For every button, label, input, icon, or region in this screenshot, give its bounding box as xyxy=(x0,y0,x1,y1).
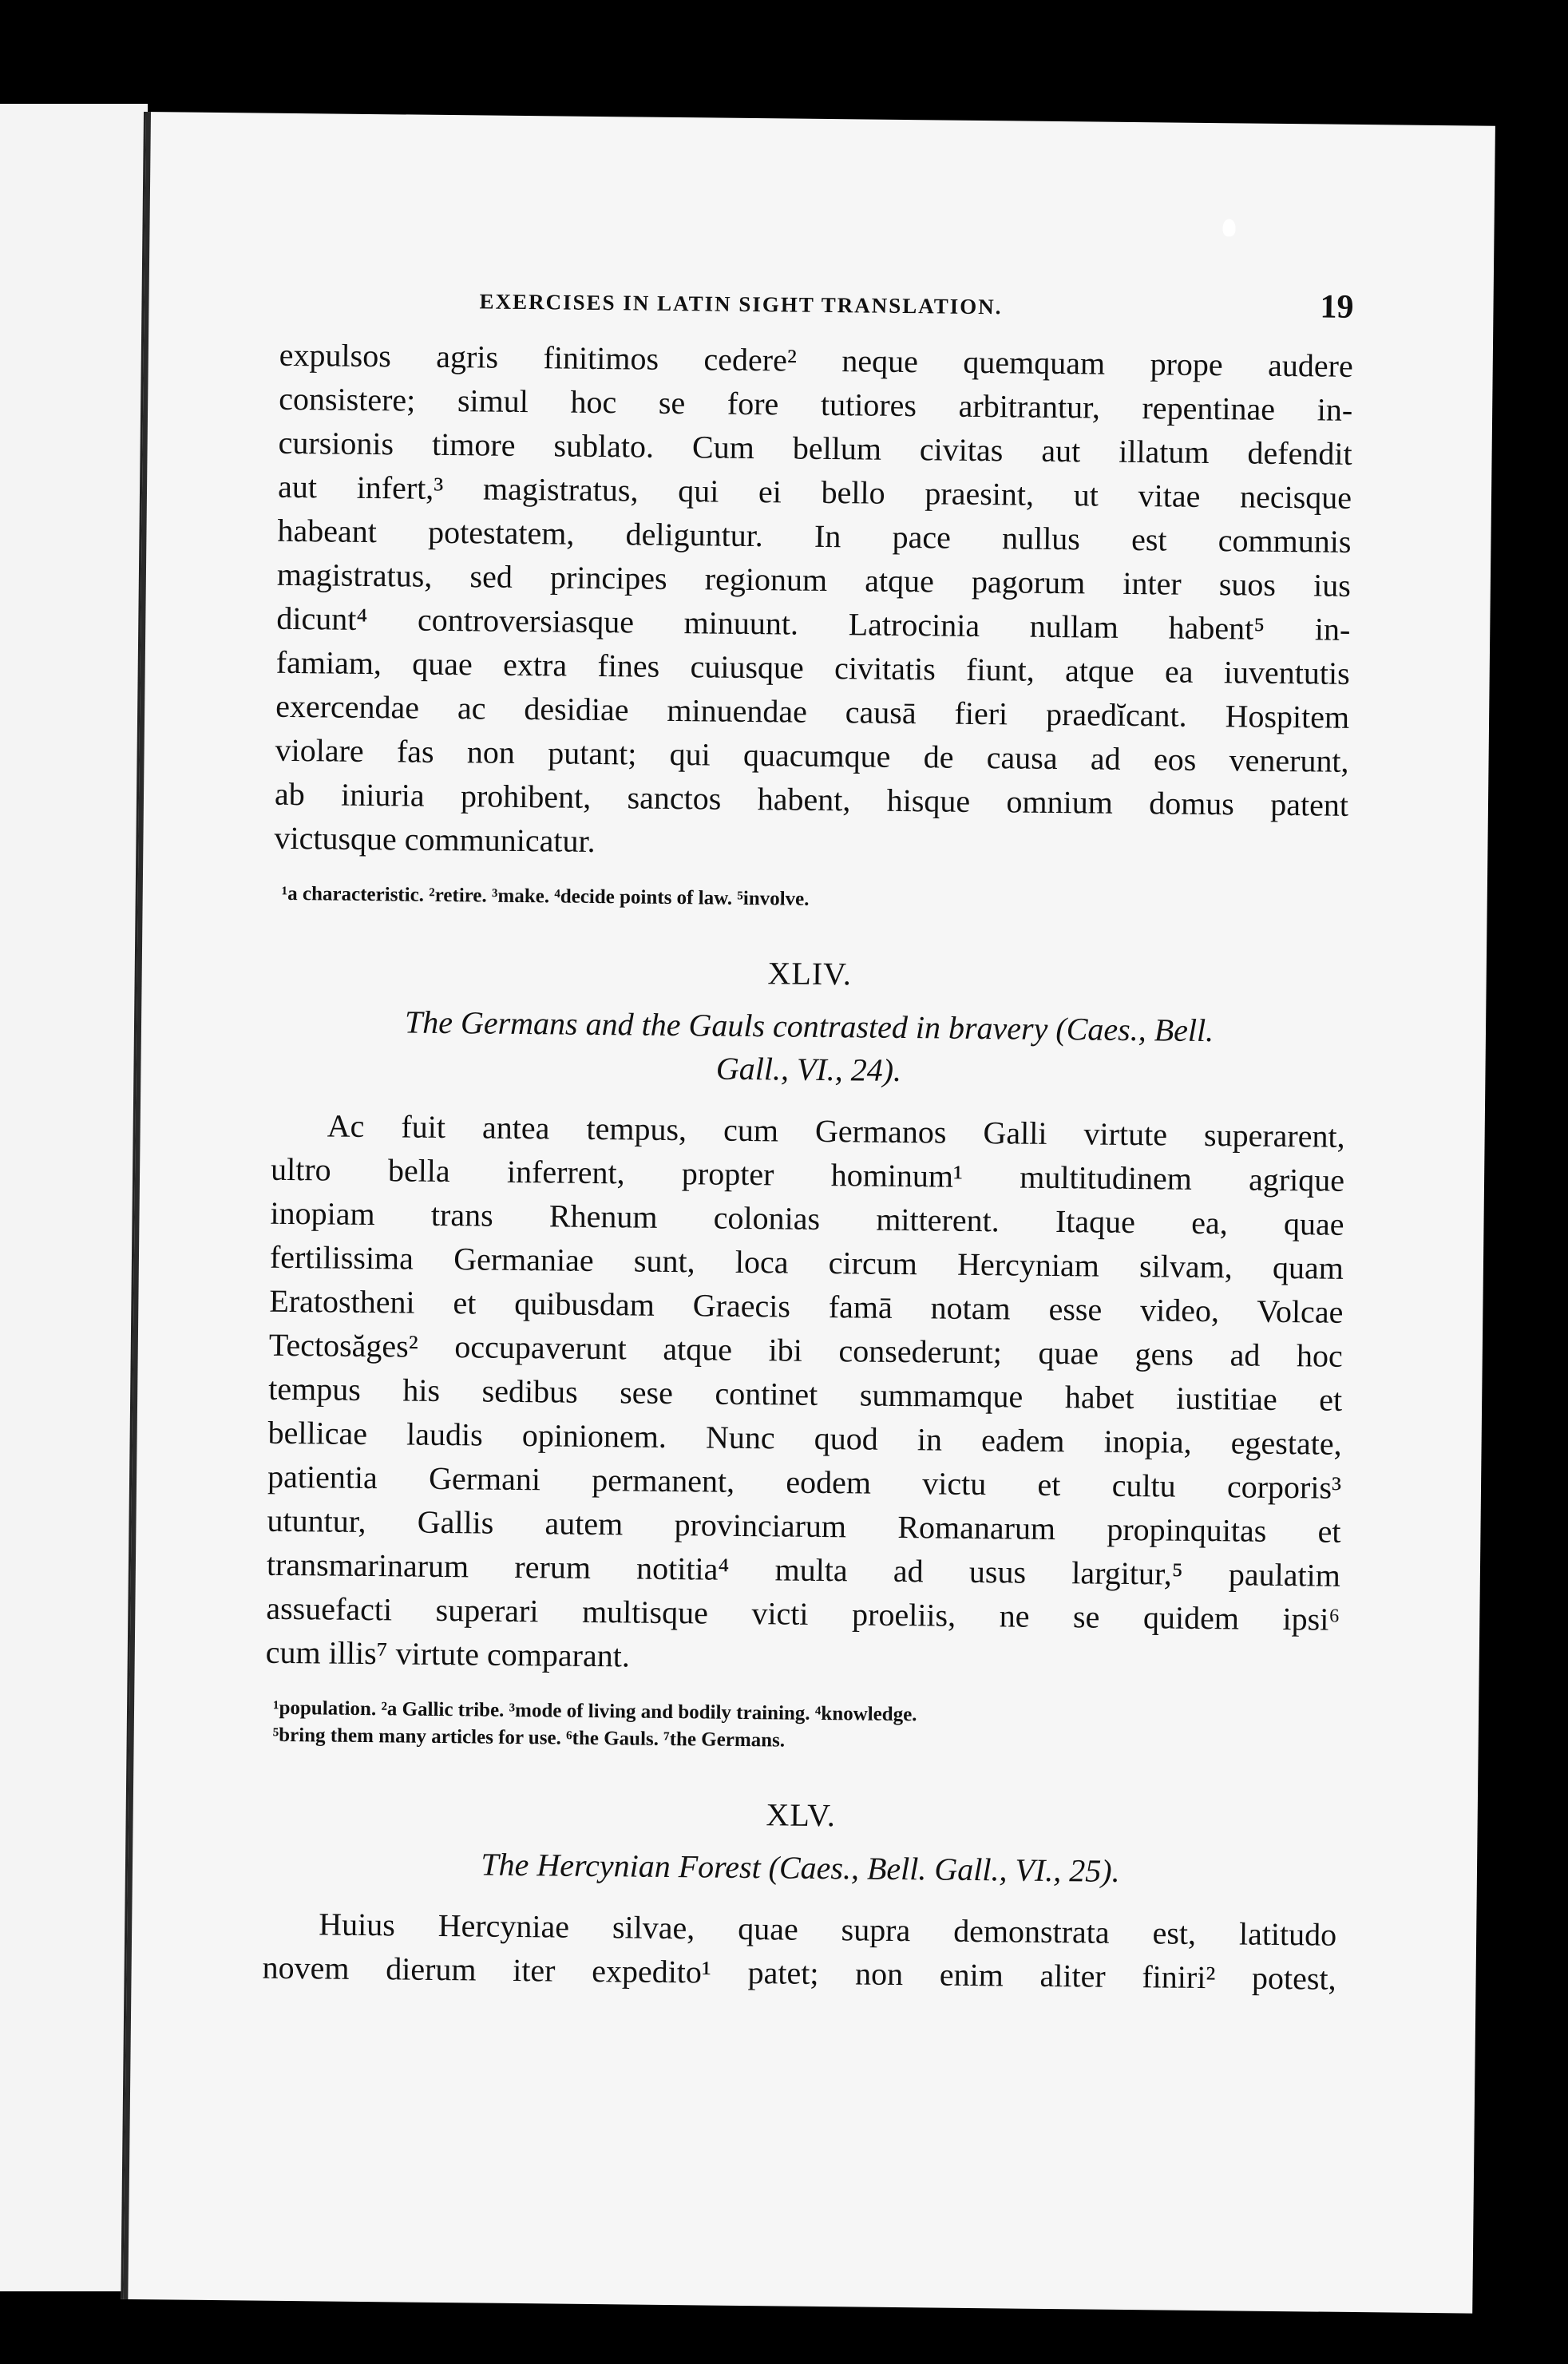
section-title-44 xyxy=(271,1000,1346,1097)
section-number-45: XLV. xyxy=(766,1796,837,1834)
text-line: cursionis timore sublato. Cum bellum civitas aut illatum defendit xyxy=(278,424,1352,472)
passage-continued xyxy=(274,333,1353,871)
text-line: ab iniuria prohibent, sanctos habent, hisque omnium domus patent xyxy=(274,775,1349,823)
text-line: transmarinarum rerum notitia⁴ multa ad usus largitur,⁵ paulatim xyxy=(266,1546,1341,1594)
text-line: Ac fuit antea tempus, cum Germanos Galli virtute superarent, xyxy=(327,1107,1345,1154)
footnotes-44 xyxy=(273,1695,1340,1760)
text-line: assuefacti superari multisque victi proeliis, ne se quidem ipsi⁶ xyxy=(266,1590,1340,1637)
text-line: magistratus, sed principes regionum atque pagorum inter suos ius xyxy=(276,556,1352,604)
text-line: tempus his sedibus sese continet summamque habet iustitiae et xyxy=(268,1370,1343,1418)
text-line: expulsos agris finitimos cedere² neque quemquam prope audere xyxy=(279,336,1353,384)
text-line: violare fas non putant; qui quacumque de causa ad eos venerunt, xyxy=(275,731,1349,779)
running-header xyxy=(479,279,1353,326)
text-line: ultro bella inferrent, propter hominum¹ multitudinem agrique xyxy=(270,1150,1345,1198)
text-line: victusque communicatur. xyxy=(274,819,596,859)
section-title-45: The Hercynian Forest (Caes., Bell. Gall., VI., 25). xyxy=(481,1846,1120,1889)
text-line: patientia Germani permanent, eodem victu et cultu corporis³ xyxy=(267,1458,1342,1506)
passage-45 xyxy=(262,1902,1336,2001)
book-page xyxy=(121,112,1495,2314)
text-line: novem dierum iter expedito¹ patet; non enim aliter finiri² potest, xyxy=(262,1949,1336,1997)
text-line: exercendae ac desidiae minuendae causā fieri praedĭcant. Hospitem xyxy=(275,687,1350,735)
title-line: The Germans and the Gauls contrasted in bravery (Caes., Bell. xyxy=(404,1004,1214,1049)
text-line: cum illis⁷ virtute comparant. xyxy=(265,1633,631,1674)
running-title: EXERCISES IN LATIN SIGHT TRANSLATION. xyxy=(479,289,1003,319)
footnote-line: ¹a characteristic. ²retire. ³make. ⁴decide points of law. ⁵involve. xyxy=(281,882,810,910)
text-line: Eratostheni et quibusdam Graecis famā notam esse video, Volcae xyxy=(269,1282,1344,1330)
text-line: famiam, quae extra fines cuiusque civitatis fiunt, atque ea iuventutis xyxy=(275,643,1350,691)
footnote-line: ⁵bring them many articles for use. ⁶the Gauls. ⁷the Germans. xyxy=(272,1724,786,1752)
page-number: 19 xyxy=(1320,288,1354,326)
text-line: Huius Hercyniae silvae, quae supra demonstrata est, latitudo xyxy=(319,1906,1337,1953)
section-number-44: XLIV. xyxy=(767,955,853,992)
footnotes-top xyxy=(282,881,1348,919)
passage-44 xyxy=(266,1103,1345,1685)
text-line: utuntur, Gallis autem provinciarum Romanarum propinquitas et xyxy=(267,1502,1341,1550)
text-line: inopiam trans Rhenum colonias mitterent. Itaque ea, quae xyxy=(270,1194,1344,1242)
text-line: Tectosăges² occupaverunt atque ibi consederunt; quae gens ad hoc xyxy=(268,1326,1343,1374)
footnote-line: ¹population. ²a Gallic tribe. ³mode of living and bodily training. ⁴knowledge. xyxy=(272,1697,917,1726)
text-line: dicunt⁴ controversiasque minuunt. Latrocinia nullam habent⁵ in- xyxy=(276,600,1351,647)
text-line: consistere; simul hoc se fore tutiores arbitrantur, repentinae in- xyxy=(279,380,1353,428)
text-line: fertilissima Germaniae sunt, loca circum Hercyniam silvam, quam xyxy=(269,1238,1344,1286)
title-line: Gall., VI., 24). xyxy=(715,1050,902,1089)
text-line: aut infert,³ magistratus, qui ei bello praesint, ut vitae necisque xyxy=(277,468,1352,516)
page-content xyxy=(262,277,1353,2001)
ink-blot xyxy=(1222,219,1235,236)
text-line: habeant potestatem, deliguntur. In pace nullus est communis xyxy=(277,512,1352,560)
text-line: bellicae laudis opinionem. Nunc quod in eadem inopia, egestate, xyxy=(267,1414,1342,1462)
